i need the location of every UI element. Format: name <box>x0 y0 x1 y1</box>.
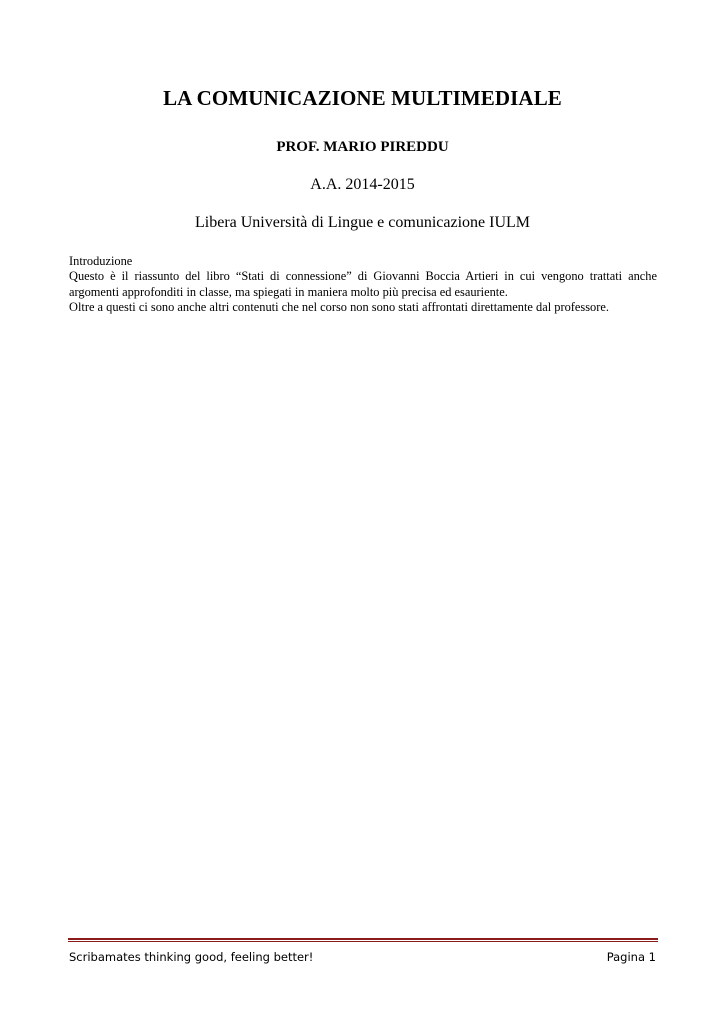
academic-year: A.A. 2014-2015 <box>310 176 415 193</box>
second-paragraph: Oltre a questi ci sono anche altri contenuti che nel corso non sono stati affrontati direttamente dal professore. <box>69 300 609 315</box>
university-name: Libera Università di Lingue e comunicazione IULM <box>195 214 530 231</box>
page-number: Pagina 1 <box>606 950 656 964</box>
professor-name: PROF. MARIO PIREDDU <box>276 139 449 155</box>
section-heading: Introduzione <box>69 254 133 268</box>
intro-paragraph: Questo è il riassunto del libro “Stati di connessione” di Giovanni Boccia Artieri in cui vengono trattati anche argomenti approfonditi in classe, ma spiegati in maniera molto più precisa ed esauriente. <box>69 269 657 299</box>
document-title: LA COMUNICAZIONE MULTIMEDIALE <box>163 86 562 110</box>
footer-tagline: Scribamates thinking good, feeling better! <box>69 950 314 964</box>
body-text <box>69 254 657 316</box>
footer-divider <box>68 938 658 942</box>
